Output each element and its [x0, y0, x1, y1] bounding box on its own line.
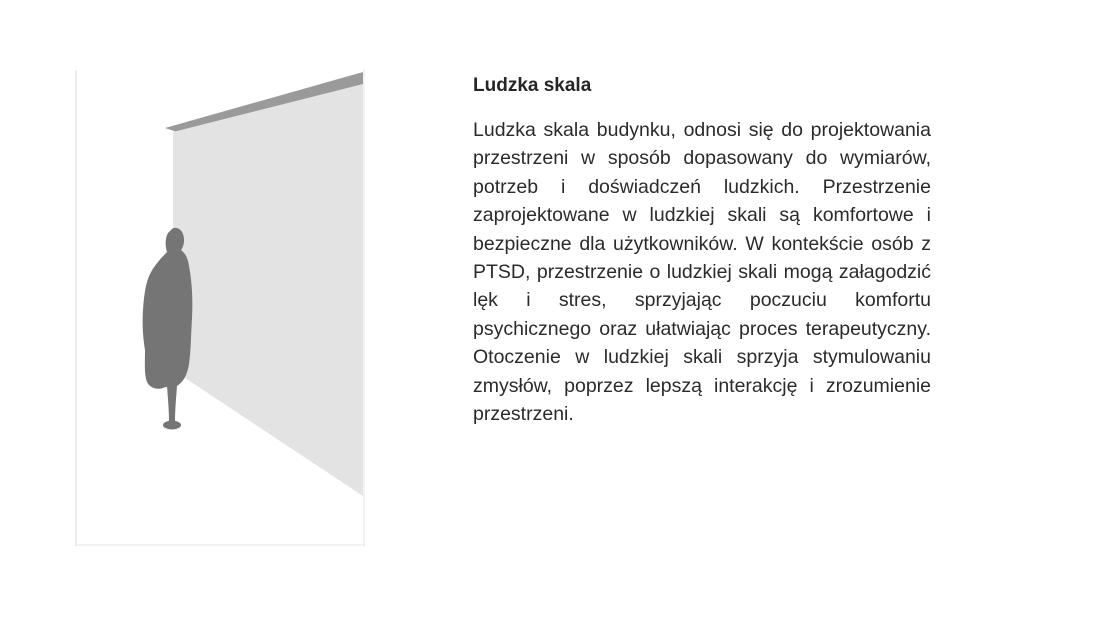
section-paragraph: Ludzka skala budynku, odnosi się do projektowania przestrzeni w sposób dopasowany do wymiarów, potrzeb i doświadczeń ludzkich. Przestrzenie zaprojektowane w ludzkiej skali są komfortowe i bezpieczne dla użytkowników. W kontekście osób z PTSD, przestrzenie o ludzkiej skali mogą załagodzić lęk i stres, sprzyjając poczuciu komfortu psychicznego oraz ułatwiając proces terapeutyczny. Otoczenie w ludzkiej skali sprzyja stymulowaniu zmysłów, poprzez lepszą interakcję i zrozumienie przestrzeni.: [473, 119, 931, 426]
wall-figure-drawing: [75, 70, 367, 546]
human-scale-illustration: [75, 70, 367, 546]
section-heading: Ludzka skala: [473, 75, 592, 96]
text-section: [473, 72, 931, 428]
wall-plane: [173, 84, 363, 496]
human-silhouette: [143, 228, 193, 430]
